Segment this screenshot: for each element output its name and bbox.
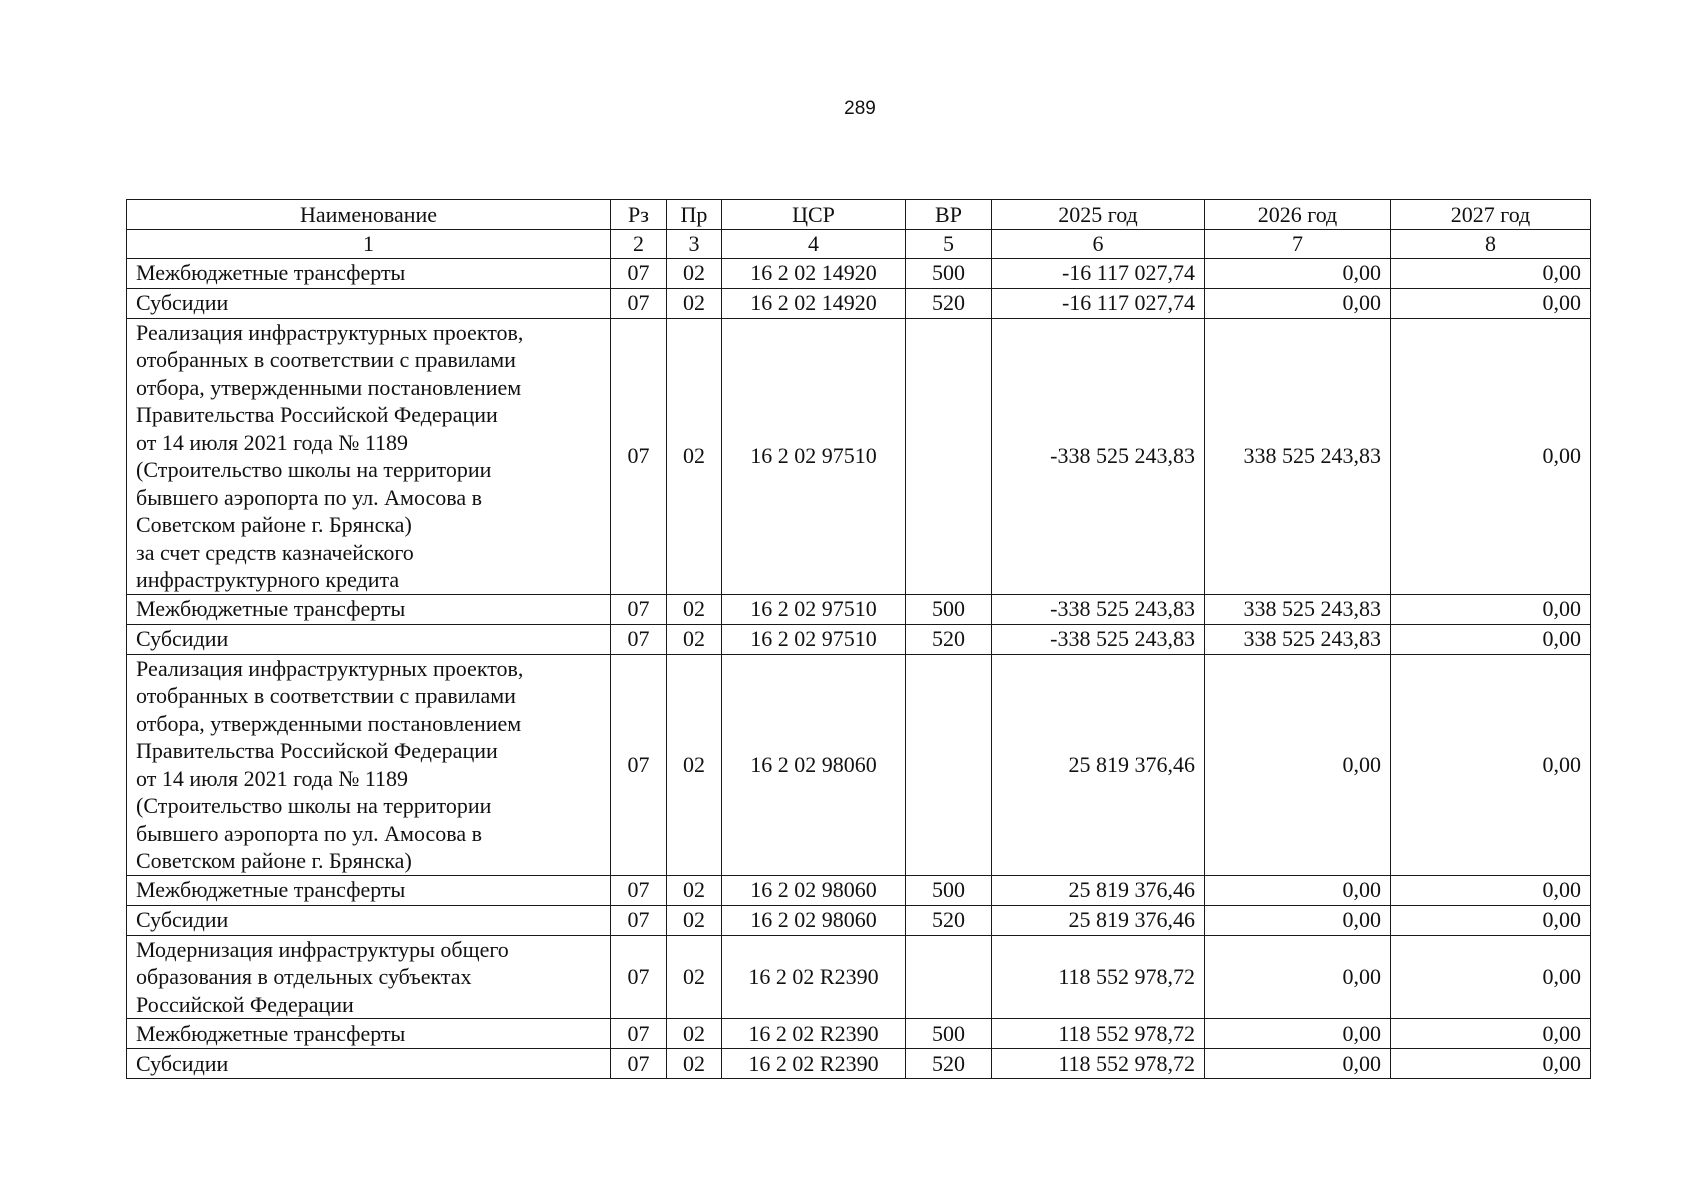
cell-rz: 07 (611, 318, 667, 594)
cell-pr: 02 (667, 654, 722, 875)
cell-pr: 02 (667, 1049, 722, 1079)
cell-2026: 0,00 (1205, 258, 1391, 288)
cell-2026: 338 525 243,83 (1205, 594, 1391, 624)
cell-vr: 500 (906, 875, 992, 905)
cell-pr: 02 (667, 288, 722, 318)
cell-name: Субсидии (127, 288, 611, 318)
table-row (127, 318, 1591, 594)
cell-2026: 0,00 (1205, 288, 1391, 318)
cell-2026: 338 525 243,83 (1205, 318, 1391, 594)
header-vr: ВР (906, 200, 992, 230)
table-row (127, 288, 1591, 318)
table-row (127, 654, 1591, 875)
cell-2025: 118 552 978,72 (992, 1019, 1205, 1049)
cell-2027: 0,00 (1391, 594, 1591, 624)
cell-vr: 520 (906, 288, 992, 318)
cell-2027: 0,00 (1391, 624, 1591, 654)
cell-vr: 520 (906, 1049, 992, 1079)
column-number-row (127, 230, 1591, 259)
cell-name: Реализация инфраструктурных проектов, отобранных в соответствии с правилами отбора, утвержденными постановлением Правительства Российской Федерации от 14 июля 2021 года № 1189 (Строительство школы на территории бывшего аэропорта по ул. Амосова в Советском районе г. Брянска) (127, 654, 611, 875)
cell-2025: -338 525 243,83 (992, 624, 1205, 654)
table-row (127, 258, 1591, 288)
header-2025: 2025 год (992, 200, 1205, 230)
cell-2027: 0,00 (1391, 654, 1591, 875)
cell-name: Межбюджетные трансферты (127, 594, 611, 624)
cell-name: Субсидии (127, 624, 611, 654)
column-number: 8 (1391, 230, 1591, 259)
table-row (127, 594, 1591, 624)
cell-pr: 02 (667, 1019, 722, 1049)
cell-pr: 02 (667, 594, 722, 624)
column-number: 5 (906, 230, 992, 259)
cell-pr: 02 (667, 875, 722, 905)
table-row (127, 1019, 1591, 1049)
cell-2027: 0,00 (1391, 318, 1591, 594)
cell-2026: 0,00 (1205, 1049, 1391, 1079)
cell-2026: 0,00 (1205, 1019, 1391, 1049)
cell-2027: 0,00 (1391, 935, 1591, 1019)
cell-2027: 0,00 (1391, 258, 1591, 288)
cell-rz: 07 (611, 258, 667, 288)
cell-2025: 25 819 376,46 (992, 905, 1205, 935)
cell-2026: 0,00 (1205, 654, 1391, 875)
column-number: 1 (127, 230, 611, 259)
budget-table (126, 199, 1591, 1079)
cell-rz: 07 (611, 288, 667, 318)
header-row (127, 200, 1591, 230)
cell-2026: 338 525 243,83 (1205, 624, 1391, 654)
cell-vr (906, 654, 992, 875)
header-2026: 2026 год (1205, 200, 1391, 230)
cell-2025: 25 819 376,46 (992, 875, 1205, 905)
cell-vr (906, 935, 992, 1019)
table-body (127, 258, 1591, 1079)
cell-csr: 16 2 02 98060 (722, 905, 906, 935)
cell-csr: 16 2 02 14920 (722, 288, 906, 318)
cell-pr: 02 (667, 258, 722, 288)
cell-name: Межбюджетные трансферты (127, 1019, 611, 1049)
cell-2026: 0,00 (1205, 875, 1391, 905)
cell-rz: 07 (611, 1019, 667, 1049)
cell-vr: 500 (906, 258, 992, 288)
cell-name: Субсидии (127, 905, 611, 935)
table-row (127, 875, 1591, 905)
cell-rz: 07 (611, 624, 667, 654)
cell-2025: 118 552 978,72 (992, 1049, 1205, 1079)
cell-name: Реализация инфраструктурных проектов, отобранных в соответствии с правилами отбора, утвержденными постановлением Правительства Российской Федерации от 14 июля 2021 года № 1189 (Строительство школы на территории бывшего аэропорта по ул. Амосова в Советском районе г. Брянска) за счет средств казначейского инфраструктурного кредита (127, 318, 611, 594)
header-2027: 2027 год (1391, 200, 1591, 230)
cell-rz: 07 (611, 1049, 667, 1079)
column-number: 2 (611, 230, 667, 259)
column-number: 4 (722, 230, 906, 259)
cell-2027: 0,00 (1391, 288, 1591, 318)
column-number: 3 (667, 230, 722, 259)
table-row (127, 1049, 1591, 1079)
cell-csr: 16 2 02 98060 (722, 875, 906, 905)
cell-csr: 16 2 02 98060 (722, 654, 906, 875)
table-row (127, 624, 1591, 654)
header-name: Наименование (127, 200, 611, 230)
cell-2025: -16 117 027,74 (992, 288, 1205, 318)
header-csr: ЦСР (722, 200, 906, 230)
cell-csr: 16 2 02 97510 (722, 594, 906, 624)
cell-pr: 02 (667, 905, 722, 935)
cell-csr: 16 2 02 97510 (722, 318, 906, 594)
cell-rz: 07 (611, 935, 667, 1019)
page-number: 289 (844, 98, 876, 119)
cell-vr: 500 (906, 594, 992, 624)
cell-2025: -338 525 243,83 (992, 594, 1205, 624)
cell-csr: 16 2 02 R2390 (722, 1019, 906, 1049)
cell-name: Субсидии (127, 1049, 611, 1079)
column-number: 6 (992, 230, 1205, 259)
cell-name: Модернизация инфраструктуры общего образования в отдельных субъектах Российской Федерации (127, 935, 611, 1019)
cell-2026: 0,00 (1205, 905, 1391, 935)
header-pr: Пр (667, 200, 722, 230)
column-number: 7 (1205, 230, 1391, 259)
cell-2025: -16 117 027,74 (992, 258, 1205, 288)
cell-vr (906, 318, 992, 594)
header-rz: Рз (611, 200, 667, 230)
cell-rz: 07 (611, 875, 667, 905)
cell-2027: 0,00 (1391, 905, 1591, 935)
cell-rz: 07 (611, 905, 667, 935)
cell-2025: -338 525 243,83 (992, 318, 1205, 594)
cell-csr: 16 2 02 14920 (722, 258, 906, 288)
cell-vr: 520 (906, 624, 992, 654)
cell-vr: 500 (906, 1019, 992, 1049)
cell-2027: 0,00 (1391, 1049, 1591, 1079)
cell-pr: 02 (667, 624, 722, 654)
cell-2026: 0,00 (1205, 935, 1391, 1019)
cell-vr: 520 (906, 905, 992, 935)
cell-csr: 16 2 02 R2390 (722, 935, 906, 1019)
cell-csr: 16 2 02 97510 (722, 624, 906, 654)
table-row (127, 905, 1591, 935)
cell-csr: 16 2 02 R2390 (722, 1049, 906, 1079)
cell-rz: 07 (611, 594, 667, 624)
cell-2025: 25 819 376,46 (992, 654, 1205, 875)
table-row (127, 935, 1591, 1019)
cell-2027: 0,00 (1391, 875, 1591, 905)
cell-pr: 02 (667, 935, 722, 1019)
cell-2027: 0,00 (1391, 1019, 1591, 1049)
cell-pr: 02 (667, 318, 722, 594)
cell-name: Межбюджетные трансферты (127, 258, 611, 288)
cell-2025: 118 552 978,72 (992, 935, 1205, 1019)
cell-name: Межбюджетные трансферты (127, 875, 611, 905)
cell-rz: 07 (611, 654, 667, 875)
